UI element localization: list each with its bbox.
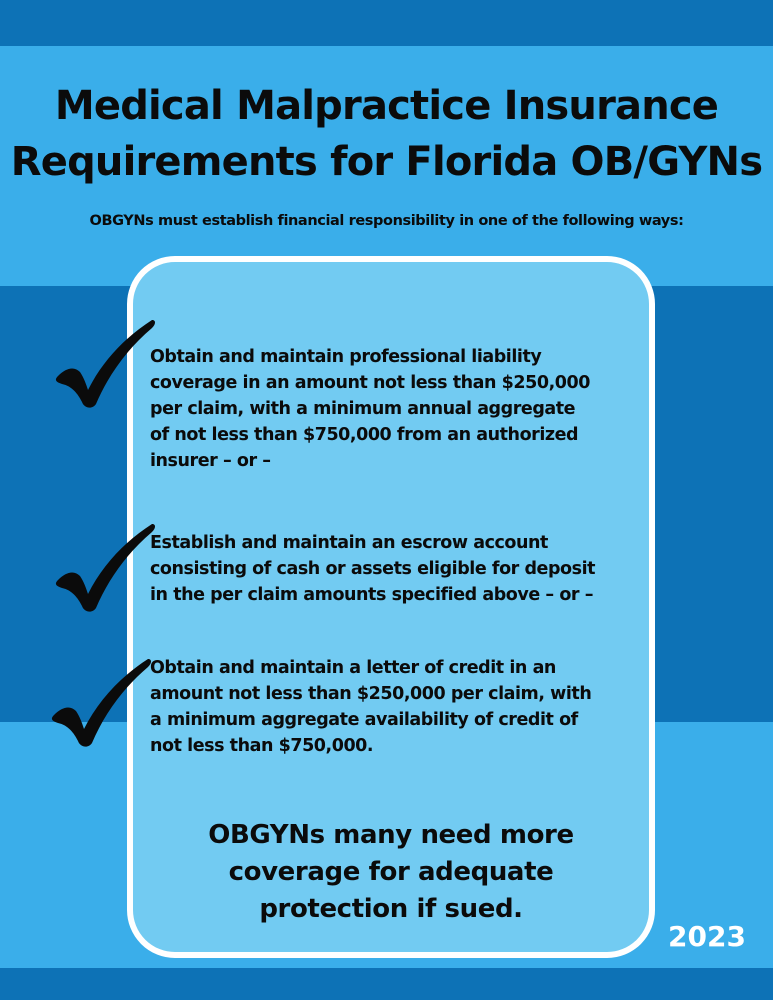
year-label: 2023	[668, 920, 746, 953]
option-line: of not less than $750,000 from an authorized	[150, 425, 579, 445]
checkmark-icon	[52, 318, 162, 408]
title-line-2: Requirements for Florida OB/GYNs	[10, 139, 763, 185]
subtitle: OBGYNs must establish financial responsibility in one of the following ways:	[89, 213, 684, 229]
closing-statement	[160, 817, 622, 928]
top-band	[0, 0, 773, 46]
option-line: amount not less than $250,000 per claim, with	[150, 684, 592, 704]
option-line: insurer – or –	[150, 451, 271, 471]
option-line: a minimum aggregate availability of credit of	[150, 710, 578, 730]
option-line: consisting of cash or assets eligible for deposit	[150, 559, 596, 579]
option-letter-of-credit	[150, 655, 650, 759]
option-line: Obtain and maintain professional liability	[150, 347, 542, 367]
option-line: in the per claim amounts specified above – or –	[150, 585, 594, 605]
option-line: Establish and maintain an escrow account	[150, 533, 548, 553]
option-professional-liability-coverage	[150, 344, 650, 474]
closing-line: protection if sued.	[259, 894, 523, 924]
option-line: not less than $750,000.	[150, 736, 374, 756]
bottom-band	[0, 968, 773, 1000]
closing-line: coverage for adequate	[228, 857, 554, 887]
checkmark-icon	[48, 657, 158, 747]
page-title	[0, 78, 773, 190]
title-line-1: Medical Malpractice Insurance	[54, 83, 719, 129]
option-line: coverage in an amount not less than $250,000	[150, 373, 590, 393]
closing-line: OBGYNs many need more	[208, 820, 574, 850]
checkmark-icon	[52, 522, 162, 612]
option-escrow-account	[150, 530, 650, 608]
option-line: per claim, with a minimum annual aggregate	[150, 399, 576, 419]
option-line: Obtain and maintain a letter of credit in an	[150, 658, 556, 678]
